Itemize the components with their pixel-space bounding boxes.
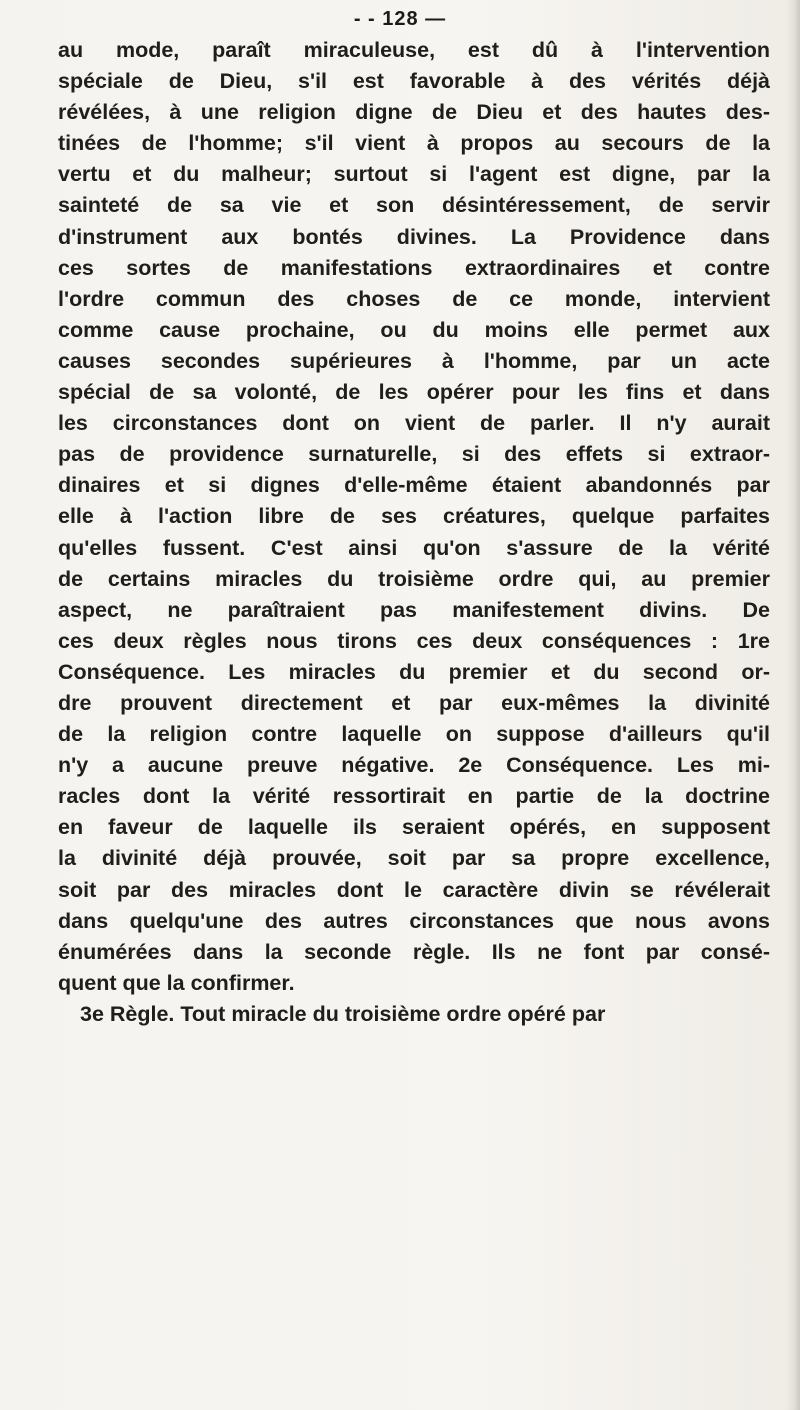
text-line: soit par des miracles dont le caractère divin se révélerait [58, 877, 770, 902]
text-line: dre prouvent directement et par eux-mêmes la divinité [58, 690, 770, 715]
text-line: 3e Règle. Tout miracle du troisième ordre opéré par [80, 1001, 606, 1026]
body-text [58, 35, 770, 1030]
text-line: pas de providence surnaturelle, si des effets si extraor- [58, 442, 770, 467]
text-line: spécial de sa volonté, de les opérer pour les fins et dans [58, 380, 770, 405]
text-line: la divinité déjà prouvée, soit par sa propre excellence, [58, 846, 770, 871]
text-line: dans quelqu'une des autres circonstances que nous avons [58, 908, 770, 933]
text-line: énumérées dans la seconde règle. Ils ne font par consé- [58, 939, 770, 964]
page-edge-shadow [786, 0, 800, 1410]
text-line: vertu et du malheur; surtout si l'agent est digne, par la [58, 162, 770, 187]
text-line: comme cause prochaine, ou du moins elle permet aux [58, 317, 770, 342]
text-line: d'instrument aux bontés divines. La Providence dans [58, 224, 770, 249]
text-line: de la religion contre laquelle on suppose d'ailleurs qu'il [58, 722, 770, 747]
text-line: de certains miracles du troisième ordre qui, au premier [58, 566, 770, 591]
text-line: elle à l'action libre de ses créatures, quelque parfaites [58, 504, 770, 529]
text-line: spéciale de Dieu, s'il est favorable à des vérités déjà [58, 69, 770, 94]
text-line: Conséquence. Les miracles du premier et du second or- [58, 659, 770, 684]
text-line: qu'elles fussent. C'est ainsi qu'on s'assure de la vérité [58, 535, 770, 560]
text-line: les circonstances dont on vient de parler. Il n'y aurait [58, 411, 770, 436]
text-line: n'y a aucune preuve négative. 2e Conséquence. Les mi- [58, 753, 770, 778]
text-line: quent que la confirmer. [58, 970, 295, 995]
text-line: en faveur de laquelle ils seraient opérés, en supposent [58, 815, 770, 840]
text-line: racles dont la vérité ressortirait en partie de la doctrine [58, 784, 770, 809]
text-line: l'ordre commun des choses de ce monde, intervient [58, 286, 770, 311]
text-line: causes secondes supérieures à l'homme, par un acte [58, 348, 770, 373]
text-line: tinées de l'homme; s'il vient à propos au secours de la [58, 131, 770, 156]
text-line: révélées, à une religion digne de Dieu et des hautes des- [58, 100, 770, 125]
text-line: ces sortes de manifestations extraordinaires et contre [58, 255, 770, 280]
text-line: ces deux règles nous tirons ces deux conséquences : 1re [58, 628, 770, 653]
text-line: aspect, ne paraîtraient pas manifestement divins. De [58, 597, 770, 622]
text-line: au mode, paraît miraculeuse, est dû à l'intervention [58, 38, 770, 62]
text-line: dinaires et si dignes d'elle-même étaient abandonnés par [58, 473, 770, 498]
text-line: sainteté de sa vie et son désintéressement, de servir [58, 193, 770, 218]
page-number: - - 128 — [353, 8, 447, 30]
